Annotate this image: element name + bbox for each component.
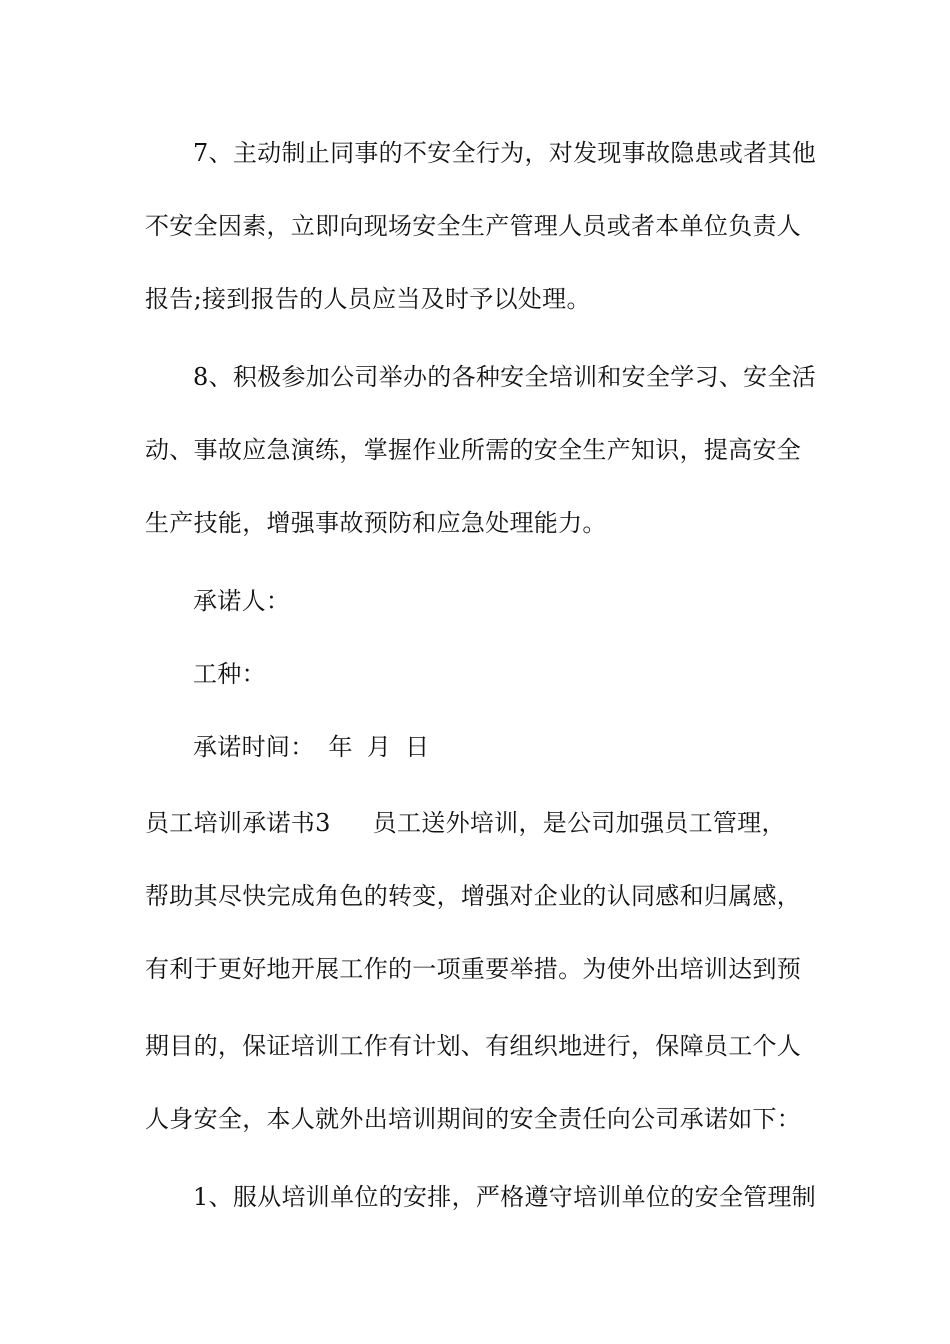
text-line: 帮助其尽快完成角色的转变，增强对企业的认同感和归属感， [145, 882, 802, 910]
text-line: 报告;接到报告的人员应当及时予以处理。 [145, 285, 591, 313]
text-line: 人身安全，本人就外出培训期间的安全责任向公司承诺如下： [145, 1105, 802, 1133]
date-label: 承诺时间： [193, 733, 315, 761]
text-line: 8、积极参加公司举办的各种安全培训和安全学习、安全活 [193, 363, 817, 391]
text-line: 员工送外培训，是公司加强员工管理， [372, 809, 786, 837]
text-line: 动、事故应急演练，掌握作业所需的安全生产知识，提高安全 [145, 436, 802, 464]
text-line: 生产技能，增强事故预防和应急处理能力。 [145, 509, 607, 537]
text-line: 有利于更好地开展工作的一项重要举措。为使外出培训达到预 [145, 955, 802, 983]
job-type-label: 工种： [193, 660, 266, 688]
section-title: 员工培训承诺书3 [145, 809, 331, 837]
text-line: 1、服从培训单位的安排，严格遵守培训单位的安全管理制 [193, 1183, 817, 1211]
text-line: 期目的，保证培训工作有计划、有组织地进行，保障员工个人 [145, 1032, 802, 1060]
day-label: 日 [405, 733, 430, 761]
date-line [193, 732, 810, 762]
promisor-label: 承诺人： [193, 587, 291, 615]
year-label: 年 [328, 733, 353, 761]
text-line: 不安全因素，立即向现场安全生产管理人员或者本单位负责人 [145, 212, 802, 240]
month-label: 月 [366, 733, 392, 761]
section-heading-line [145, 808, 810, 838]
text-line: 7、主动制止同事的不安全行为，对发现事故隐患或者其他 [193, 139, 817, 167]
